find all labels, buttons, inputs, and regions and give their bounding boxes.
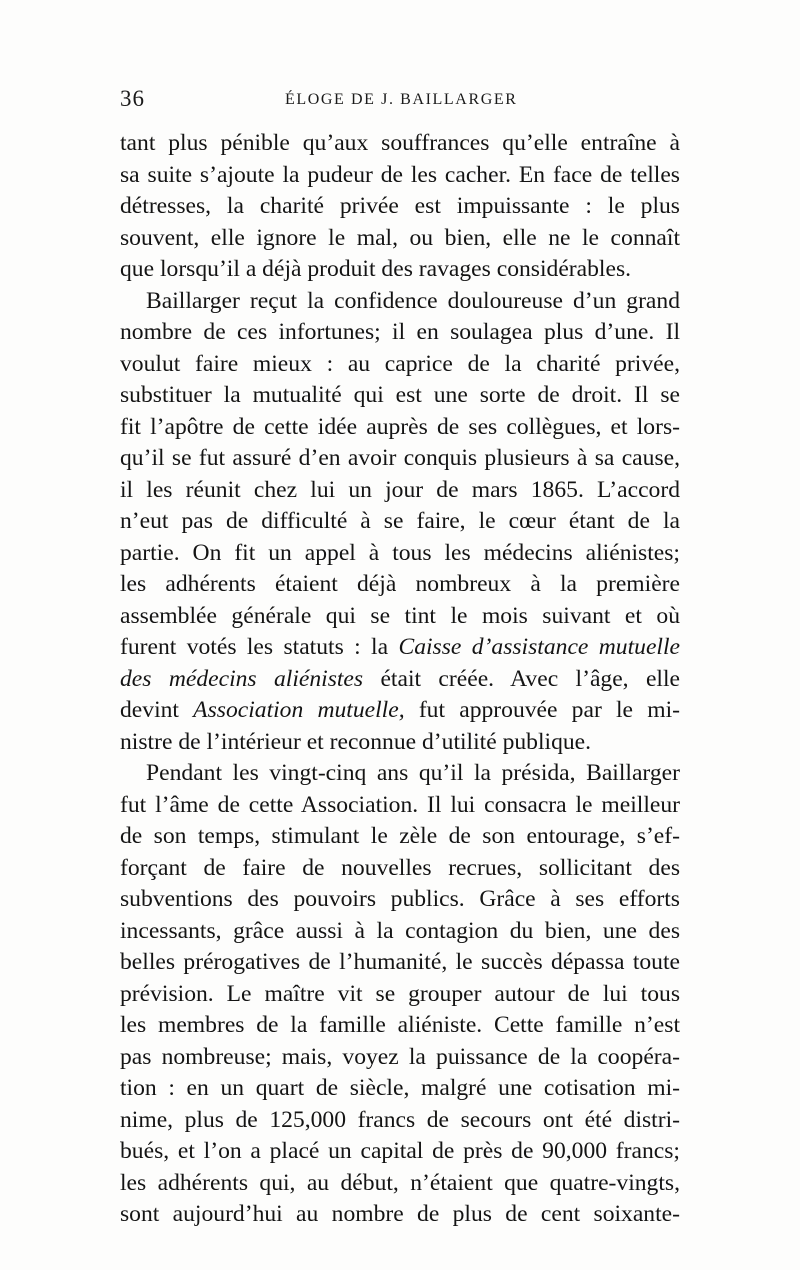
paragraph-first-line: Baillarger reçut la confidence douloureuse d’un grand — [146, 287, 680, 314]
body-text — [120, 128, 680, 1231]
text-line: substituer la mutualité qui est une sorte de droit. Il se — [120, 382, 680, 408]
text-line: incessants, grâce aussi à la contagion du bien, une des — [120, 917, 680, 944]
text-line: il les réunit chez lui un jour de mars 1865. L’accord — [120, 476, 680, 503]
text-line: des médecins aliénistes était créée. Avec l’âge, elle — [120, 665, 681, 692]
text-line: tion : en un quart de siècle, malgré une cotisation mi- — [120, 1075, 680, 1101]
text-line: tant plus pénible qu’aux souffrances qu’elle entraîne à — [120, 130, 680, 156]
text-line: subventions des pouvoirs publics. Grâce à ses efforts — [120, 886, 680, 912]
text-line: devint Association mutuelle, fut approuvée par le mi- — [120, 697, 680, 723]
text-line: partie. On fit un appel à tous les médecins aliénistes; — [120, 539, 680, 566]
text-line: que lorsqu’il a déjà produit des ravages considérables. — [120, 256, 632, 282]
running-title: ÉLOGE DE J. BAILLARGER — [285, 91, 518, 108]
page-number: 36 — [120, 86, 145, 111]
text-line: assemblée générale qui se tint le mois suivant et où — [120, 602, 680, 629]
text-line: furent votés les statuts : la Caisse d’assistance mutuelle — [120, 634, 681, 660]
text-line: sa suite s’ajoute la pudeur de les cacher. En face de telles — [120, 161, 680, 188]
text-line: détresses, la charité privée est impuissante : le plus — [120, 193, 680, 219]
text-line: bués, et l’on a placé un capital de près de 90,000 francs; — [120, 1138, 680, 1164]
text-line: fut l’âme de cette Association. Il lui consacra le meilleur — [120, 791, 680, 818]
text-line: prévision. Le maître vit se grouper autour de lui tous — [120, 980, 680, 1007]
text-line: les adhérents qui, au début, n’étaient que quatre-vingts, — [120, 1169, 680, 1196]
text-line: de son temps, stimulant le zèle de son entourage, s’ef- — [120, 823, 680, 849]
text-line: nistre de l’intérieur et reconnue d’utilité publique. — [120, 728, 592, 755]
text-line: n’eut pas de difficulté à se faire, le cœur étant de la — [120, 508, 680, 534]
text-line: souvent, elle ignore le mal, ou bien, elle ne le connaît — [120, 224, 680, 251]
text-line: les membres de la famille aliéniste. Cette famille n’est — [120, 1012, 680, 1038]
text-line: nime, plus de 125,000 francs de secours ont été distri- — [120, 1106, 680, 1133]
italic-title: des médecins aliénistes — [120, 665, 364, 692]
text-line: les adhérents étaient déjà nombreux à la première — [120, 571, 680, 597]
text-line: pas nombreuse; mais, voyez la puissance de la coopéra- — [120, 1043, 680, 1070]
text-line: forçant de faire de nouvelles recrues, sollicitant des — [120, 854, 680, 881]
text-line: belles prérogatives de l’humanité, le succès dépassa toute — [120, 949, 680, 975]
italic-title: Association mutuelle, — [193, 697, 405, 723]
text-line: sont aujourd’hui au nombre de plus de cent soixante- — [120, 1201, 680, 1227]
text-line: fit l’apôtre de cette idée auprès de ses collègues, et lors- — [120, 413, 680, 440]
text-line: voulut faire mieux : au caprice de la charité privée, — [120, 350, 680, 377]
text-line: qu’il se fut assuré d’en avoir conquis plusieurs à sa cause, — [120, 445, 680, 471]
paragraph-first-line: Pendant les vingt-cinq ans qu’il la présida, Baillarger — [146, 760, 680, 786]
running-header — [120, 86, 680, 116]
text-line: nombre de ces infortunes; il en soulagea plus d’une. Il — [120, 319, 680, 345]
italic-title: Caisse d’assistance mutuelle — [398, 634, 681, 660]
